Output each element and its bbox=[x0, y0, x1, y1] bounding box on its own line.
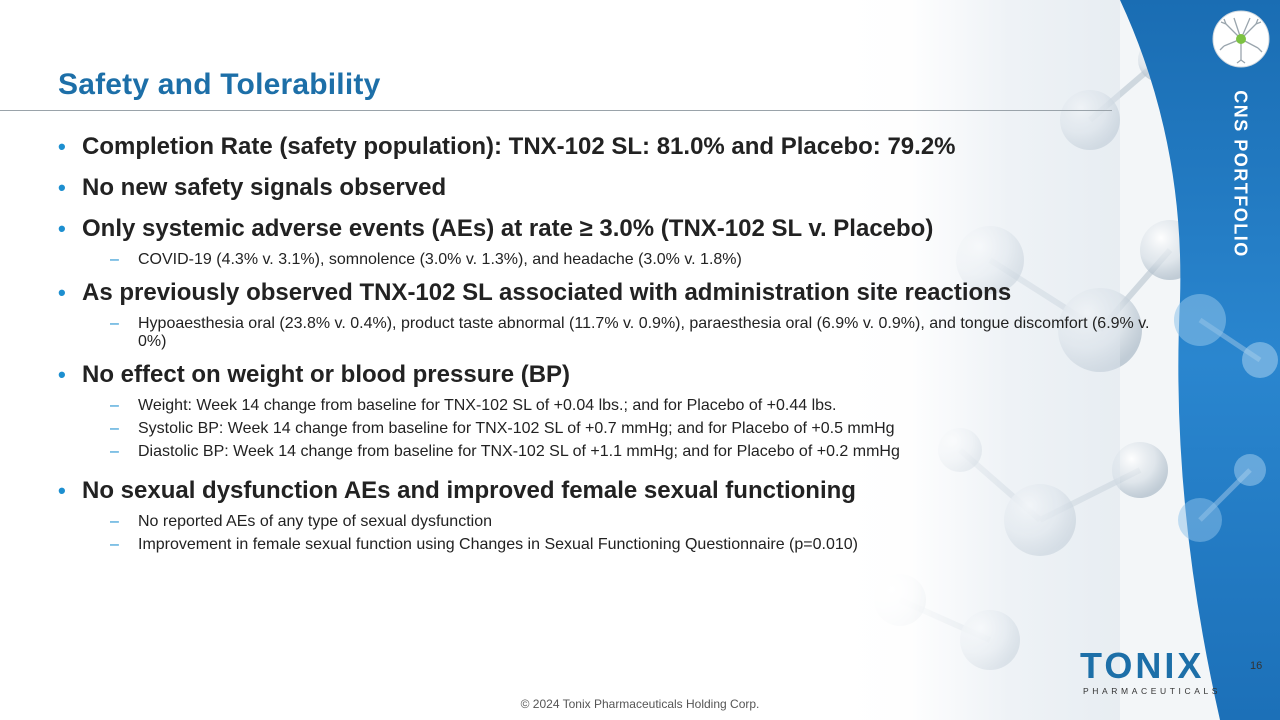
dash-marker: – bbox=[110, 251, 119, 268]
copyright-footer: © 2024 Tonix Pharmaceuticals Holding Corp. bbox=[520, 697, 760, 711]
bullet-completion-rate bbox=[58, 132, 1158, 162]
sub-bullet-text: Hypoaesthesia oral (23.8% v. 0.4%), product taste abnormal (11.7% v. 0.9%), paraesthesia oral (6.9% v. 0.9%), and tongue discomfort (6.9% v. 0%) bbox=[138, 315, 1150, 350]
bullet-administration-site bbox=[58, 278, 1158, 308]
logo-name: TONIX bbox=[1080, 645, 1205, 686]
bullet-text: Only systemic adverse events (AEs) at rate ≥ 3.0% (TNX-102 SL v. Placebo) bbox=[82, 215, 934, 242]
bullet-marker: • bbox=[58, 175, 66, 200]
dash-marker: – bbox=[110, 397, 119, 414]
cns-portfolio-label bbox=[1226, 84, 1254, 264]
bullet-text: No sexual dysfunction AEs and improved female sexual functioning bbox=[82, 477, 856, 504]
bullet-list bbox=[58, 132, 1158, 563]
bullet-weight-bp bbox=[58, 360, 1158, 390]
sub-bullet bbox=[58, 251, 1158, 269]
sub-bullet bbox=[58, 443, 1158, 461]
bullet-marker: • bbox=[58, 362, 66, 387]
side-label-text: CNS PORTFOLIO bbox=[1230, 90, 1251, 258]
bullet-text: No effect on weight or blood pressure (BP) bbox=[82, 361, 571, 388]
dash-marker: – bbox=[110, 536, 119, 553]
neuron-icon bbox=[1212, 10, 1270, 68]
sub-bullet bbox=[58, 536, 1158, 554]
sub-bullet bbox=[58, 397, 1158, 415]
sub-bullet-text: Systolic BP: Week 14 change from baseline for TNX-102 SL of +0.7 mmHg; and for Placebo of +0.5 mmHg bbox=[138, 420, 895, 437]
bullet-marker: • bbox=[58, 478, 66, 503]
bullet-sexual-dysfunction bbox=[58, 476, 1158, 506]
dash-marker: – bbox=[110, 513, 119, 530]
sub-bullet bbox=[58, 513, 1158, 531]
sub-bullet bbox=[58, 420, 1158, 438]
bullet-text: Completion Rate (safety population): TNX-102 SL: 81.0% and Placebo: 79.2% bbox=[82, 133, 956, 160]
bullet-text: No new safety signals observed bbox=[82, 174, 447, 201]
bullet-no-new-signals bbox=[58, 173, 1158, 203]
page-number: 16 bbox=[1250, 660, 1263, 672]
sub-bullet-text: Improvement in female sexual function using Changes in Sexual Functioning Questionnaire (p=0.010) bbox=[138, 536, 858, 553]
page-title: Safety and Tolerability bbox=[58, 68, 381, 101]
tonix-logo bbox=[1080, 645, 1222, 696]
bullet-marker: • bbox=[58, 280, 66, 305]
sub-bullet-text: Diastolic BP: Week 14 change from baseline for TNX-102 SL of +1.1 mmHg; and for Placebo of +0.2 mmHg bbox=[138, 443, 900, 460]
sub-bullet-text: Weight: Week 14 change from baseline for TNX-102 SL of +0.04 lbs.; and for Placebo of +0.44 lbs. bbox=[138, 397, 837, 414]
sub-bullet-text: No reported AEs of any type of sexual dysfunction bbox=[138, 513, 492, 530]
logo-subtitle: PHARMACEUTICALS bbox=[1083, 686, 1222, 696]
title-divider bbox=[0, 110, 1112, 111]
dash-marker: – bbox=[110, 420, 119, 437]
bullet-systemic-aes bbox=[58, 214, 1158, 244]
sub-bullet-text: COVID-19 (4.3% v. 3.1%), somnolence (3.0% v. 1.3%), and headache (3.0% v. 1.8%) bbox=[138, 251, 742, 268]
sub-bullet bbox=[58, 315, 1158, 351]
dash-marker: – bbox=[110, 315, 119, 332]
bullet-marker: • bbox=[58, 216, 66, 241]
bullet-marker: • bbox=[58, 134, 66, 159]
dash-marker: – bbox=[110, 443, 119, 460]
bullet-text: As previously observed TNX-102 SL associated with administration site reactions bbox=[82, 279, 1012, 306]
